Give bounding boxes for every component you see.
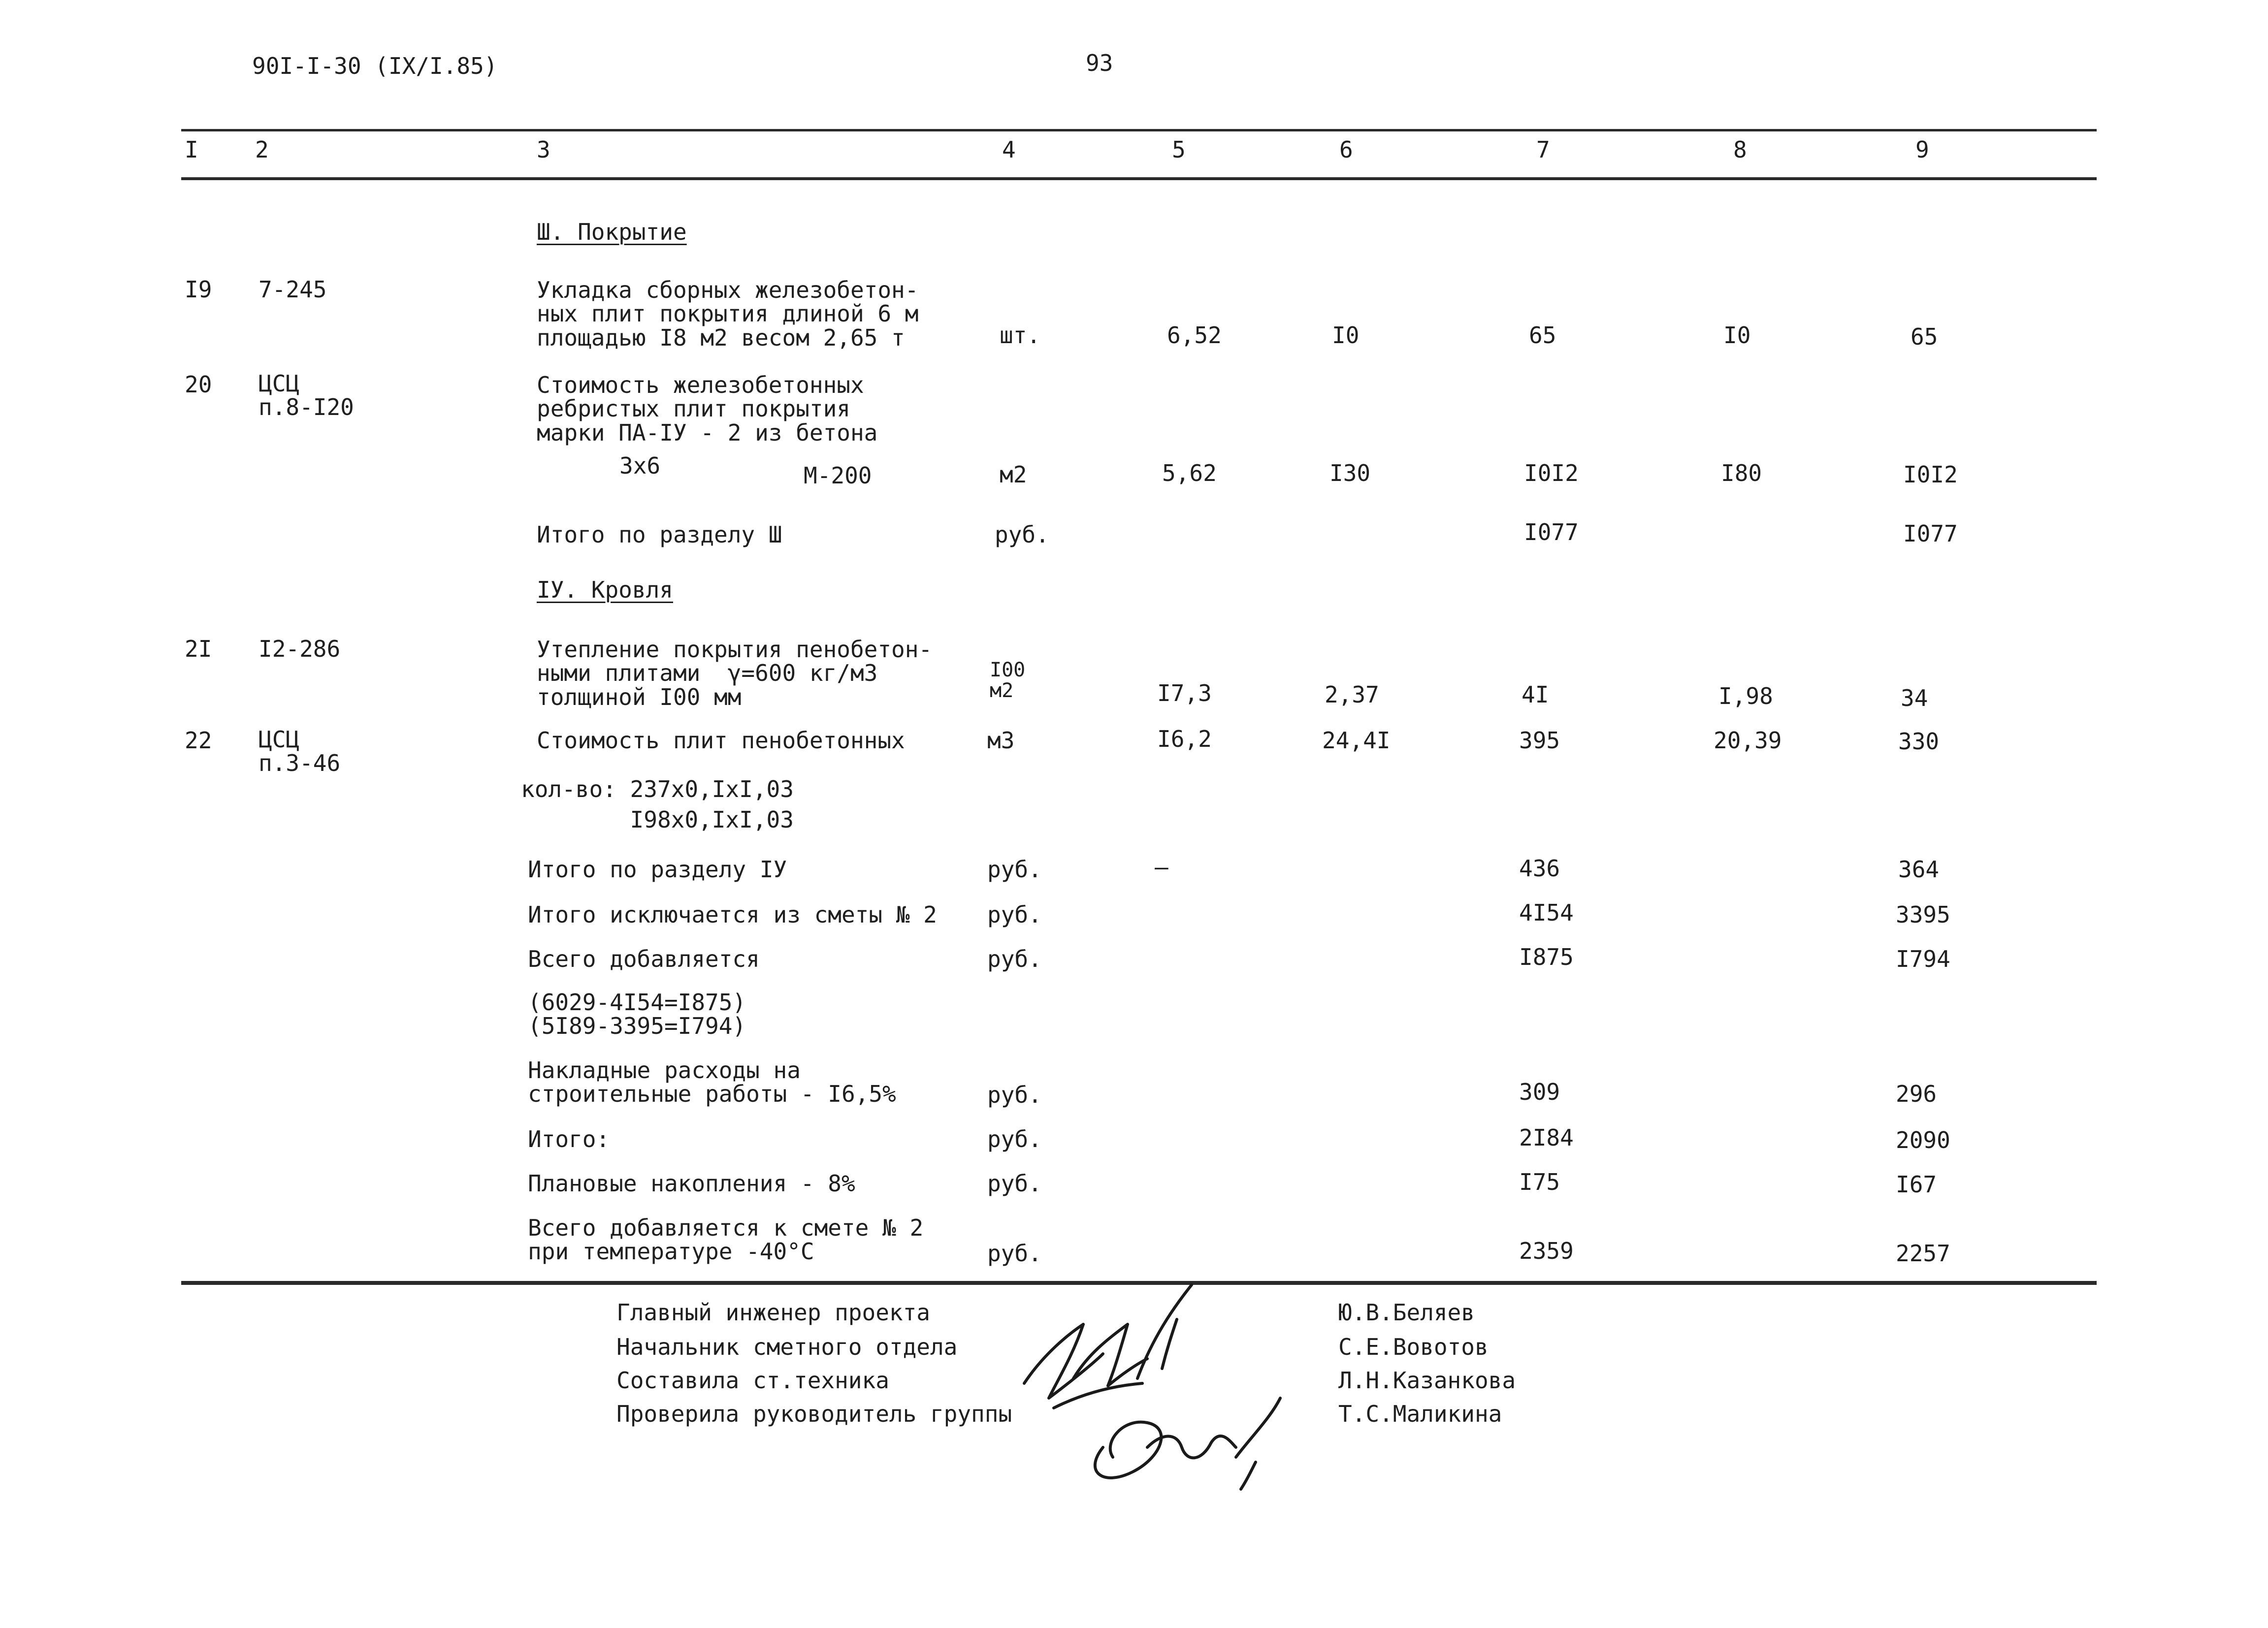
column-header-1: I — [185, 136, 198, 163]
row-col9: 330 — [1898, 728, 1940, 755]
row-col7: I75 — [1519, 1169, 1560, 1195]
row-unit: руб. — [987, 946, 1042, 972]
row-col7: 65 — [1529, 322, 1556, 349]
row-col7: 4I54 — [1519, 899, 1574, 926]
row-number: 2I — [185, 636, 212, 662]
signature-role: Составила ст.техника — [616, 1367, 889, 1394]
row-col8: I0 — [1723, 322, 1751, 349]
column-header-9: 9 — [1915, 136, 1929, 163]
column-header-6: 6 — [1339, 136, 1353, 163]
header-bottom-rule — [181, 177, 2097, 180]
column-header-3: 3 — [537, 136, 551, 163]
column-header-8: 8 — [1733, 136, 1747, 163]
row-description: Итого по разделу Ш — [537, 521, 782, 548]
row-description: Накладные расходы на строительные работы - I6,5% — [528, 1057, 896, 1108]
row-col7: 2I84 — [1519, 1124, 1574, 1151]
row-unit: руб. — [987, 1126, 1042, 1152]
signature-role: Проверила руководитель группы — [616, 1401, 1012, 1427]
signature-name: Ю.В.Беляев — [1338, 1299, 1475, 1326]
row-description-size: 3x6 — [619, 452, 661, 479]
row-col7: I0I2 — [1524, 460, 1579, 486]
row-unit: I00 м2 — [990, 659, 1026, 702]
signature-name: Л.Н.Казанкова — [1338, 1367, 1516, 1394]
row-description: Стоимость плит пенобетонных — [537, 727, 905, 754]
page-number: 93 — [1086, 50, 1113, 76]
row-col8: I,98 — [1718, 683, 1773, 709]
row-unit: руб. — [987, 901, 1042, 928]
row-col9: 2257 — [1896, 1240, 1950, 1267]
row-description: Плановые накопления - 8% — [528, 1170, 855, 1197]
row-col5: – — [1155, 854, 1168, 880]
row-col7: 4I — [1522, 681, 1549, 708]
signature-role: Начальник сметного отдела — [616, 1334, 958, 1360]
row-code: I2-286 — [259, 636, 341, 662]
row-description: Всего добавляется к смете № 2 при температуре -40°С — [528, 1214, 924, 1265]
signature-name: Т.С.Маликина — [1338, 1401, 1502, 1427]
signature-name: С.Е.Вовотов — [1338, 1334, 1489, 1360]
row-unit: руб. — [987, 1170, 1042, 1197]
row-col9: 296 — [1896, 1081, 1937, 1107]
row-col7: 309 — [1519, 1079, 1560, 1105]
column-header-2: 2 — [255, 136, 269, 163]
row-col9: 34 — [1901, 685, 1928, 711]
section-heading-roofing: IУ. Кровля — [537, 576, 673, 603]
row-col9: 65 — [1911, 323, 1938, 350]
row-unit: руб. — [995, 521, 1049, 548]
row-unit: м3 — [987, 727, 1015, 754]
row-col6: 2,37 — [1325, 681, 1379, 708]
row-col9: 3395 — [1896, 901, 1950, 928]
row-col5: 6,52 — [1167, 322, 1222, 349]
section-heading-roof-cover: Ш. Покрытие — [537, 219, 687, 245]
row-col5: I7,3 — [1157, 680, 1212, 706]
row-description: Стоимость железобетонных ребристых плит покрытия марки ПА-IУ - 2 из бетона — [537, 372, 878, 446]
row-col6: I0 — [1332, 322, 1360, 349]
row-unit: м2 — [1000, 461, 1027, 488]
row-description: Итого: — [528, 1126, 610, 1152]
column-header-4: 4 — [1002, 136, 1016, 163]
row-col9: I077 — [1903, 520, 1958, 547]
row-col6: I30 — [1329, 460, 1371, 486]
signature-role: Главный инженер проекта — [616, 1299, 930, 1326]
row-col9: I67 — [1896, 1171, 1937, 1198]
row-unit: шт. — [1000, 322, 1041, 349]
calculation-note: (6029-4I54=I875) (5I89-3395=I794) — [528, 989, 746, 1040]
row-code: 7-245 — [259, 276, 327, 303]
row-col7: 2359 — [1519, 1238, 1574, 1264]
row-col5: 5,62 — [1162, 460, 1217, 486]
row-col7: 436 — [1519, 855, 1560, 882]
row-unit: руб. — [987, 1082, 1042, 1108]
row-col7: I875 — [1519, 944, 1574, 970]
row-unit: руб. — [987, 1240, 1042, 1267]
row-description: Итого исключается из сметы № 2 — [528, 901, 937, 928]
row-code: ЦСЦ п.8-I20 — [259, 370, 354, 421]
row-col8: I80 — [1721, 460, 1762, 486]
row-description-grade: М-200 — [804, 462, 872, 489]
handwritten-signature-icon — [1073, 1388, 1300, 1497]
row-code: ЦСЦ п.3-46 — [259, 726, 341, 777]
column-header-7: 7 — [1536, 136, 1550, 163]
row-col5: I6,2 — [1157, 726, 1212, 752]
row-col7: 395 — [1519, 727, 1560, 754]
row-col9: 364 — [1898, 856, 1940, 883]
row-number: 22 — [185, 727, 212, 754]
row-col9: I794 — [1896, 946, 1950, 972]
row-col9: 2090 — [1896, 1127, 1950, 1153]
row-col6: 24,4I — [1322, 727, 1391, 754]
row-col7: I077 — [1524, 519, 1579, 545]
document-code: 90I-I-30 (IX/I.85) — [252, 53, 498, 79]
row-description: Всего добавляется — [528, 946, 760, 972]
row-number: 20 — [185, 371, 212, 398]
row-unit: руб. — [987, 856, 1042, 883]
column-header-5: 5 — [1172, 136, 1186, 163]
row-col9: I0I2 — [1903, 461, 1958, 488]
row-col8: 20,39 — [1714, 727, 1782, 754]
row-number: I9 — [185, 276, 212, 303]
table-top-rule — [181, 129, 2097, 131]
row-description: Укладка сборных железобетон- ных плит покрытия длиной 6 м площадью I8 м2 весом 2,65 т — [537, 277, 919, 351]
quantity-note: кол-во: 237x0,IxI,03 I98x0,IxI,03 — [521, 776, 794, 833]
row-description: Итого по разделу IУ — [528, 856, 787, 883]
row-description: Утепление покрытия пенобетон- ными плитами γ=600 кг/м3 толщиной I00 мм — [537, 636, 933, 710]
